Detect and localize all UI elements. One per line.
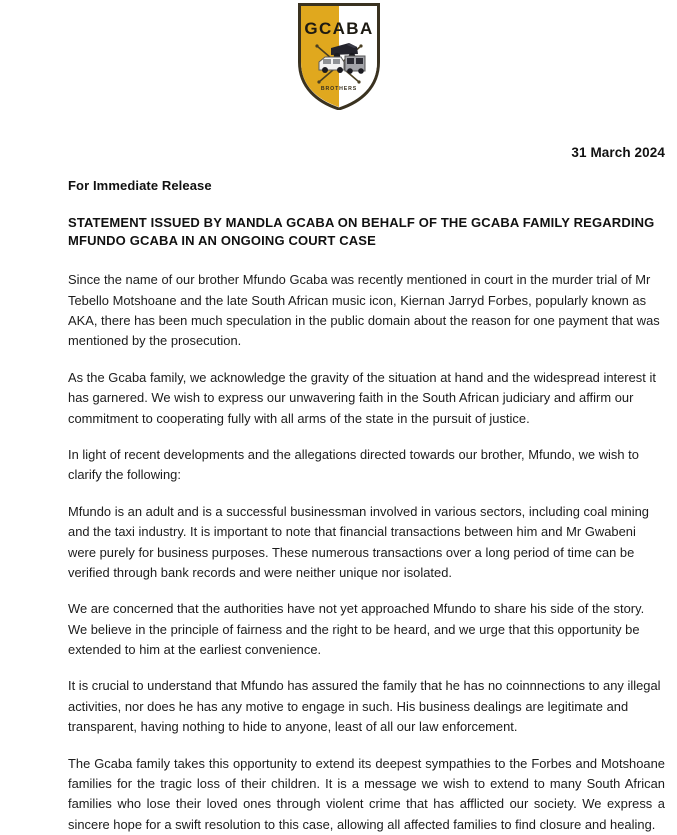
body-paragraph: The Gcaba family takes this opportunity to extend its deepest sympathies to the Forbes and Motshoane families for the tragic loss of their children. It is a message we wish to extend to many South African families who lose their loved ones through violent crime that has afflicted our society. We express a sincere hope for a swift resolution to this case, allowing all affected families to find closure and healing. xyxy=(68,755,665,832)
bus-graphic xyxy=(345,56,365,74)
logo-primary-text: GCABA xyxy=(303,19,374,38)
release-label: For Immediate Release xyxy=(68,178,212,193)
body-paragraph: As the Gcaba family, we acknowledge the gravity of the situation at hand and the widespread interest it has garnered. We wish to express our unwavering faith in the South African judiciary and affirm our commitment to cooperating fully with all arms of the state in the pursuit of justice. xyxy=(68,369,656,426)
logo-container xyxy=(0,2,677,110)
statement-title: STATEMENT ISSUED BY MANDLA GCABA ON BEHALF OF THE GCABA FAMILY REGARDING MFUNDO GCABA IN AN ONGOING COURT CASE xyxy=(68,214,655,249)
body-paragraph: Since the name of our brother Mfundo Gcaba was recently mentioned in court in the murder trial of Mr Tebello Motshoane and the late South African music icon, Kiernan Jarryd Forbes, popularly known as AKA, there has been much speculation in the public domain about the reason for one payment that was mentioned by the prosecution. xyxy=(68,272,660,349)
body-paragraph: In light of recent developments and the allegations directed towards our brother, Mfundo, we wish to clarify the following: xyxy=(68,446,639,483)
gcaba-brothers-shield-logo xyxy=(297,2,381,110)
logo-secondary-text: BROTHERS xyxy=(320,86,357,92)
body-paragraph: Mfundo is an adult and is a successful businessman involved in various sectors, including coal mining and the taxi industry. It is important to note that financial transactions between him and Mr Gwabeni were purely for business purposes. These numerous transactions over a long period of time can be verified through bank records and were neither unique nor isolated. xyxy=(68,503,649,580)
body-paragraph: It is crucial to understand that Mfundo has assured the family that he has no coinnnections to any illegal activities, nor does he has any motive to engage in such. His business dealings are legitimate and transparent, having nothing to hide to anyone, least of all our law enforcement. xyxy=(68,678,661,735)
document-date: 31 March 2024 xyxy=(571,145,665,160)
document-body xyxy=(68,177,665,835)
body-paragraph: We are concerned that the authorities have not yet approached Mfundo to share his side of the story. We believe in the principle of fairness and the right to be heard, and we urge that this opportunity be extended to him at the earliest convenience. xyxy=(68,601,645,658)
